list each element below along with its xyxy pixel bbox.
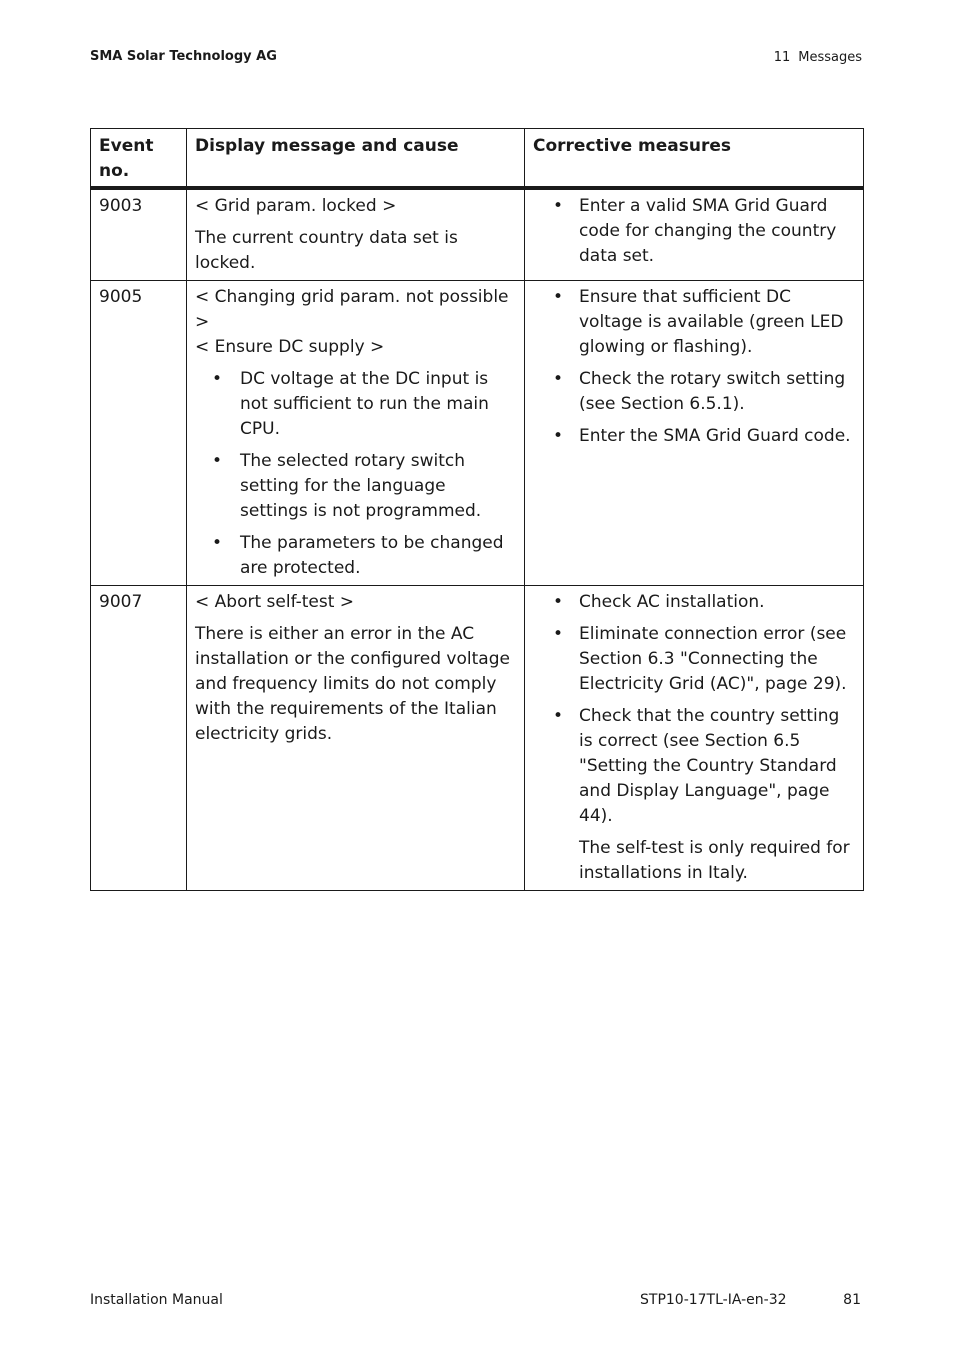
display-message	[195, 285, 516, 360]
footer-doc-type: Installation Manual	[90, 1292, 223, 1308]
message-cell	[187, 281, 525, 586]
cause-item: • DC voltage at the DC input is not sufficient to run the main CPU.	[195, 367, 516, 442]
measure-item: • Check that the country setting is correct (see Section 6.5 "Setting the Country Standard and Display Language", page 44).	[533, 704, 855, 829]
display-message: < Grid param. locked >	[195, 196, 397, 216]
measure-item: • Enter the SMA Grid Guard code.	[533, 424, 855, 449]
column-header-corrective-measures: Corrective measures	[525, 129, 864, 189]
cause-item: • The selected rotary switch setting for the language settings is not programmed.	[195, 449, 516, 524]
header-section	[774, 50, 862, 65]
measures-list	[533, 590, 855, 829]
display-message-line: < Changing grid param. not possible >	[195, 287, 509, 332]
measures-list	[533, 194, 855, 269]
header-company: SMA Solar Technology AG	[90, 49, 277, 64]
measures-cell	[525, 281, 864, 586]
measure-item: • Check AC installation.	[533, 590, 855, 615]
event-number-cell: 9007	[91, 586, 187, 891]
table-row	[91, 281, 864, 586]
event-number-cell: 9003	[91, 188, 187, 281]
measures-cell	[525, 188, 864, 281]
event-number-cell: 9005	[91, 281, 187, 586]
measures-cell	[525, 586, 864, 891]
table-header-row	[91, 129, 864, 189]
table-row	[91, 188, 864, 281]
table-row	[91, 586, 864, 891]
message-cell	[187, 188, 525, 281]
measures-list	[533, 285, 855, 449]
cause-text: The current country data set is locked.	[195, 228, 458, 273]
display-message-line: < Ensure DC supply >	[195, 337, 385, 357]
display-message: < Abort self-test >	[195, 592, 355, 612]
column-header-event-no: Event no.	[91, 129, 187, 189]
page-number: 81	[843, 1292, 861, 1308]
self-test-note: The self-test is only required for installations in Italy.	[579, 838, 850, 883]
measure-item: • Ensure that sufficient DC voltage is available (green LED glowing or flashing).	[533, 285, 855, 360]
measure-item: • Enter a valid SMA Grid Guard code for changing the country data set.	[533, 194, 855, 269]
measure-item: • Check the rotary switch setting (see Section 6.5.1).	[533, 367, 855, 417]
cause-item: • The parameters to be changed are protected.	[195, 531, 516, 581]
header-section-number: 11	[773, 50, 791, 65]
messages-table	[90, 128, 864, 891]
cause-text: There is either an error in the AC installation or the configured voltage and frequency limits do not comply with the requirements of the Italian electricity grids.	[195, 624, 510, 744]
measure-item: • Eliminate connection error (see Section 6.3 "Connecting the Electricity Grid (AC)", page 29).	[533, 622, 855, 697]
column-header-display-message: Display message and cause	[187, 129, 525, 189]
message-cell	[187, 586, 525, 891]
header-section-title: Messages	[798, 50, 862, 65]
footer-doc-id: STP10-17TL-IA-en-32	[640, 1292, 787, 1308]
causes-list	[195, 367, 516, 581]
